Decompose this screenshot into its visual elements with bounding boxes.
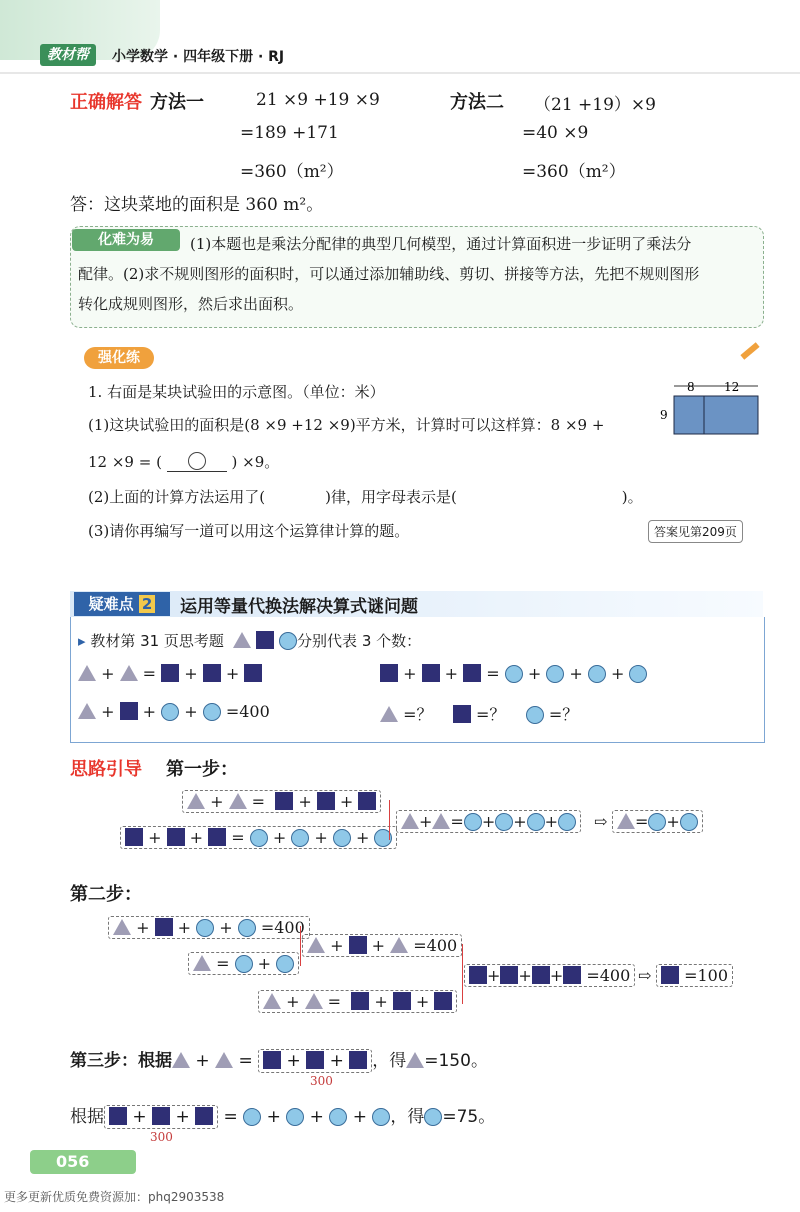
square-icon <box>317 792 335 810</box>
step2-eq1-result: =400 <box>260 918 305 937</box>
square-icon <box>152 1107 170 1125</box>
triangle-icon <box>305 993 323 1009</box>
circle-icon <box>333 829 351 847</box>
step4-line: 根据 + + = + + + ，得 =75。 <box>70 1107 496 1127</box>
circle-icon <box>196 919 214 937</box>
step4-end: =75。 <box>442 1107 496 1127</box>
field-diagram <box>652 376 762 440</box>
square-icon <box>358 792 376 810</box>
dim-w1: 8 <box>687 380 695 394</box>
circle-icon <box>372 1108 390 1126</box>
step2-eq3: + = + + <box>258 990 457 1013</box>
square-icon <box>155 918 173 936</box>
square-icon <box>120 702 138 720</box>
circle-icon <box>505 665 523 683</box>
triangle-icon <box>78 703 96 719</box>
step4-squares: + + <box>104 1105 218 1129</box>
arrow-icon: ⇨ <box>594 812 608 831</box>
circle-icon <box>558 813 576 831</box>
step3-squares: + + <box>258 1049 372 1073</box>
square-icon <box>349 936 367 954</box>
circle-icon <box>424 1108 442 1126</box>
tip-line2: 配律。(2)求不规则图形的面积时，可以通过添加辅助线、剪切、拼接等方法，先把不规则图形 <box>78 265 700 283</box>
triangle-icon <box>432 813 450 829</box>
method2-line3: =360（m²） <box>522 162 626 182</box>
circle-icon <box>235 955 253 973</box>
header-tag: 教材帮 <box>40 44 96 66</box>
step4-300-note: 300 <box>150 1130 173 1144</box>
section2-ref <box>78 630 421 651</box>
tip-line1: (1)本题也是乘法分配律的典型几何模型，通过计算面积进一步证明了乘法分 <box>190 235 692 253</box>
square-icon <box>275 792 293 810</box>
q1a-line2-start: 12 ×9 = ( <box>88 453 162 471</box>
triangle-icon <box>263 993 281 1009</box>
step1-label: 第一步： <box>166 759 238 780</box>
method2-line2: =40 ×9 <box>522 123 589 143</box>
triangle-icon <box>233 632 251 648</box>
circle-icon <box>279 632 297 650</box>
step2-final <box>656 964 733 987</box>
practice-tag: 强化练 <box>84 347 154 369</box>
square-icon <box>208 828 226 846</box>
triangle-icon <box>617 813 635 829</box>
circle-icon <box>546 665 564 683</box>
square-icon <box>125 828 143 846</box>
footer-text: 更多更新优质免费资源加：phq2903538 <box>4 1190 225 1204</box>
step2-eq2: = + <box>188 952 299 975</box>
triangle-icon <box>390 937 408 953</box>
header-divider <box>0 72 800 74</box>
triangle-icon <box>406 1052 424 1068</box>
q1b-text: (2)上面的计算方法运用了( )律，用字母表示是( )。 <box>88 488 643 506</box>
eq-b: + + = + + + <box>380 664 647 683</box>
q1c-text: (3)请你再编写一道可以用这个运算律计算的题。 <box>88 522 410 540</box>
step2-final-value: =100 <box>684 966 729 985</box>
circle-icon <box>286 1108 304 1126</box>
method2-label: 方法二 <box>450 92 504 113</box>
circle-icon <box>276 955 294 973</box>
sq-question: =？ <box>475 705 506 724</box>
circle-icon <box>329 1108 347 1126</box>
circle-icon <box>648 813 666 831</box>
circle-icon <box>527 813 545 831</box>
square-icon <box>161 664 179 682</box>
method1-label: 方法一 <box>150 92 204 113</box>
pencil-icon <box>740 342 759 359</box>
square-icon <box>532 966 550 984</box>
circle-icon <box>495 813 513 831</box>
triangle-icon <box>78 665 96 681</box>
tri-question: =？ <box>403 705 433 724</box>
section2-tag <box>74 592 170 616</box>
step2-brace1 <box>296 926 301 966</box>
square-icon <box>469 966 487 984</box>
eq-c: + + + =400 <box>78 702 270 721</box>
circle-icon <box>464 813 482 831</box>
q1-text: 1. 右面是某块试验田的示意图。（单位：米） <box>88 383 385 401</box>
circle-icon <box>291 829 309 847</box>
step2-result: + + + =400 <box>464 964 635 987</box>
ref-text: 教材第 31 页思考题 <box>90 632 224 650</box>
ref-arrow-icon: ▸ <box>78 632 86 650</box>
step3-line: 第三步：根据 + = + + ，得 =150。 <box>70 1051 488 1071</box>
step1-final: = + <box>612 810 703 833</box>
triangle-icon <box>307 937 325 953</box>
step4-mid: ，得 <box>390 1107 425 1127</box>
dim-w2: 12 <box>724 380 740 394</box>
step3-label: 第三步：根据 <box>70 1051 172 1071</box>
square-icon <box>351 992 369 1010</box>
cir-question: =？ <box>548 705 579 724</box>
dim-h: 9 <box>660 408 668 422</box>
step1-result: + = + + + <box>396 810 581 833</box>
circle-blank-icon <box>188 452 206 470</box>
circle-icon <box>629 665 647 683</box>
circle-icon <box>238 919 256 937</box>
triangle-icon <box>120 665 138 681</box>
circle-icon <box>203 703 221 721</box>
section2-num: 2 <box>139 595 155 613</box>
field-rect <box>674 396 758 434</box>
step4-label: 根据 <box>70 1107 104 1127</box>
method1-line3: =360（m²） <box>240 162 344 182</box>
solution-answer: 答：这块菜地的面积是 360 m²。 <box>70 195 324 215</box>
step2-label: 第二步： <box>70 884 142 905</box>
triangle-icon <box>229 793 247 809</box>
square-icon <box>109 1107 127 1125</box>
tip-line3: 转化成规则图形，然后求出面积。 <box>78 295 304 313</box>
solution-label: 正确解答 <box>70 92 142 113</box>
section2-title: 运用等量代换法解决算式谜问题 <box>180 597 418 617</box>
step2-result-value: =400 <box>586 966 631 985</box>
triangle-icon <box>380 706 398 722</box>
step1-brace <box>385 800 390 840</box>
arrow-icon: ⇨ <box>638 966 652 985</box>
eq-questions <box>380 702 578 725</box>
square-icon <box>453 705 471 723</box>
step2-eq1: + + + =400 <box>108 916 310 939</box>
step2-mid-result: =400 <box>413 936 458 955</box>
method2-line1: （21 +19）×9 <box>534 95 656 115</box>
step2-mid: + + =400 <box>302 934 462 957</box>
square-icon <box>393 992 411 1010</box>
method1-line2: =189 +171 <box>240 123 339 143</box>
square-icon <box>463 664 481 682</box>
q1a-line2-end: ) ×9。 <box>231 453 280 471</box>
triangle-icon <box>172 1052 190 1068</box>
square-icon <box>563 966 581 984</box>
answer-blank[interactable] <box>167 452 227 472</box>
square-icon <box>244 664 262 682</box>
square-icon <box>500 966 518 984</box>
step3-end: =150。 <box>424 1051 488 1071</box>
circle-icon <box>680 813 698 831</box>
square-icon <box>263 1051 281 1069</box>
step3-mid: ，得 <box>372 1051 407 1071</box>
page-number: 056 <box>30 1150 136 1174</box>
square-icon <box>306 1051 324 1069</box>
square-icon <box>661 966 679 984</box>
square-icon <box>167 828 185 846</box>
circle-icon <box>250 829 268 847</box>
triangle-icon <box>215 1052 233 1068</box>
square-icon <box>422 664 440 682</box>
ref-tail: 分别代表 3 个数： <box>297 632 422 650</box>
answer-reference: 答案见第209页 <box>648 520 743 543</box>
circle-icon <box>588 665 606 683</box>
square-icon <box>349 1051 367 1069</box>
step3-300-note: 300 <box>310 1074 333 1088</box>
square-icon <box>195 1107 213 1125</box>
triangle-icon <box>187 793 205 809</box>
square-icon <box>256 631 274 649</box>
triangle-icon <box>113 919 131 935</box>
eq-c-result: =400 <box>225 702 270 721</box>
step1-eq2: + + = + + + <box>120 826 397 849</box>
circle-icon <box>161 703 179 721</box>
circle-icon <box>243 1108 261 1126</box>
tip-tag: 化难为易 <box>72 229 180 251</box>
guide-label: 思路引导 <box>70 759 142 780</box>
method1-line1: 21 ×9 +19 ×9 <box>256 90 380 110</box>
square-icon <box>380 664 398 682</box>
triangle-icon <box>401 813 419 829</box>
header-subtitle: 小学数学 · 四年级下册 · RJ <box>112 49 285 65</box>
triangle-icon <box>193 955 211 971</box>
circle-icon <box>526 706 544 724</box>
step2-brace2 <box>458 944 463 1004</box>
eq-a: + = + + <box>78 664 262 683</box>
square-icon <box>203 664 221 682</box>
step1-eq1: + = + + <box>182 790 381 813</box>
square-icon <box>434 992 452 1010</box>
q1a-line2 <box>88 451 279 472</box>
section2-tag-text: 疑难点 <box>88 595 134 613</box>
q1a-text: (1)这块试验田的面积是(8 ×9 +12 ×9)平方米，计算时可以这样算：8 ×9 + <box>88 416 605 434</box>
